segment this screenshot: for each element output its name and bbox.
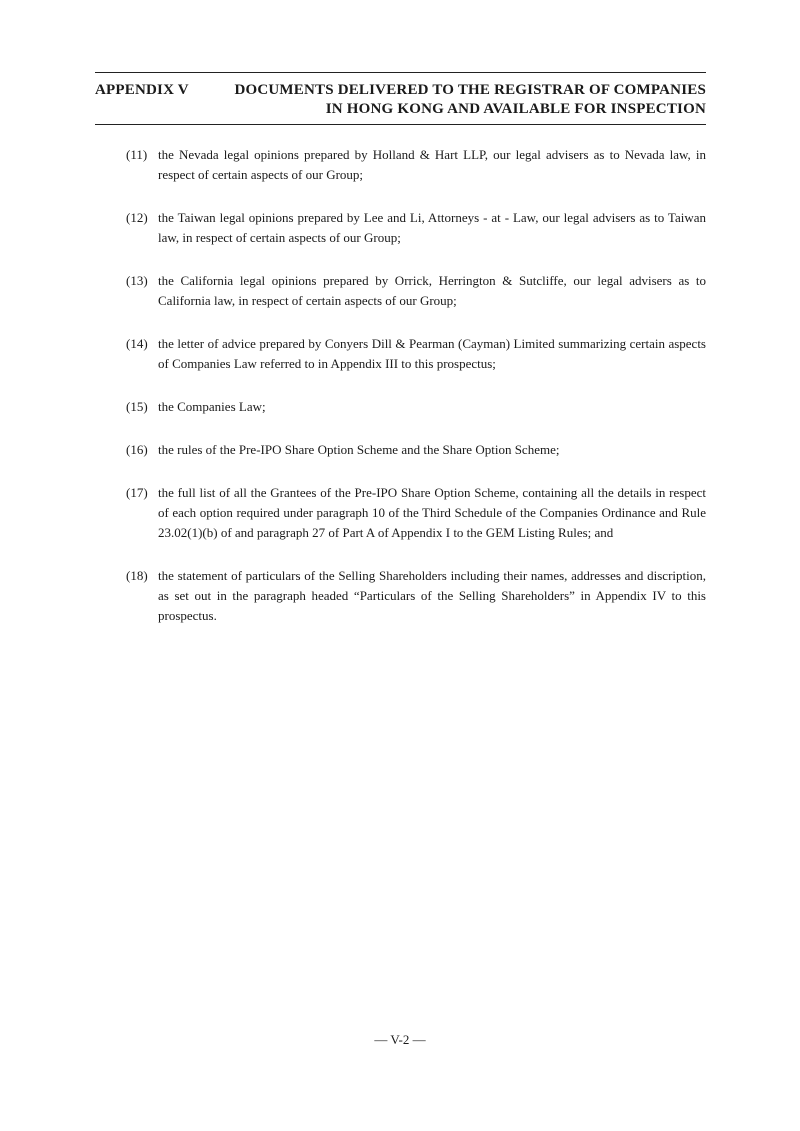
item-number: (13): [126, 273, 148, 288]
list-item: [126, 334, 706, 374]
item-text: the rules of the Pre-IPO Share Option Scheme and the Share Option Scheme;: [158, 442, 560, 457]
list-item: [126, 145, 706, 185]
item-text: the Nevada legal opinions prepared by Holland & Hart LLP, our legal advisers as to Nevada law, in respect of certain aspects of our Group;: [158, 147, 706, 182]
item-text: the California legal opinions prepared by Orrick, Herrington & Sutcliffe, our legal advisers as to California law, in respect of certain aspects of our Group;: [158, 273, 706, 308]
page-number: — V-2 —: [374, 1032, 426, 1047]
document-list: [126, 145, 706, 649]
list-item: [126, 440, 706, 460]
page-header: [95, 72, 706, 125]
item-text: the statement of particulars of the Selling Shareholders including their names, addresses and discription, as set out in the paragraph headed “Particulars of the Selling Shareholders” in Appendix IV to this prospectus.: [158, 568, 706, 623]
item-number: (17): [126, 485, 148, 500]
list-item: [126, 271, 706, 311]
list-item: [126, 397, 706, 417]
item-text: the full list of all the Grantees of the Pre-IPO Share Option Scheme, containing all the details in respect of each option required under paragraph 10 of the Third Schedule of the Companies Ordinance and Rule 23.02(1)(b) of and paragraph 27 of Part A of Appendix I to the GEM Listing Rules; and: [158, 485, 706, 540]
item-number: (16): [126, 442, 148, 457]
item-number: (12): [126, 210, 148, 225]
item-text: the letter of advice prepared by Conyers Dill & Pearman (Cayman) Limited summarizing certain aspects of Companies Law referred to in Appendix III to this prospectus;: [158, 336, 706, 371]
item-number: (14): [126, 336, 148, 351]
header-title-line-1: DOCUMENTS DELIVERED TO THE REGISTRAR OF COMPANIES: [234, 82, 706, 98]
list-item: [126, 208, 706, 248]
item-number: (11): [126, 147, 148, 162]
item-text: the Taiwan legal opinions prepared by Lee and Li, Attorneys - at - Law, our legal advisers as to Taiwan law, in respect of certain aspects of our Group;: [158, 210, 706, 245]
item-text: the Companies Law;: [158, 399, 266, 414]
item-number: (15): [126, 399, 148, 414]
appendix-label: APPENDIX V: [95, 82, 189, 98]
list-item: [126, 566, 706, 626]
header-title-line-2: IN HONG KONG AND AVAILABLE FOR INSPECTION: [325, 101, 706, 117]
list-item: [126, 483, 706, 543]
item-number: (18): [126, 568, 148, 583]
